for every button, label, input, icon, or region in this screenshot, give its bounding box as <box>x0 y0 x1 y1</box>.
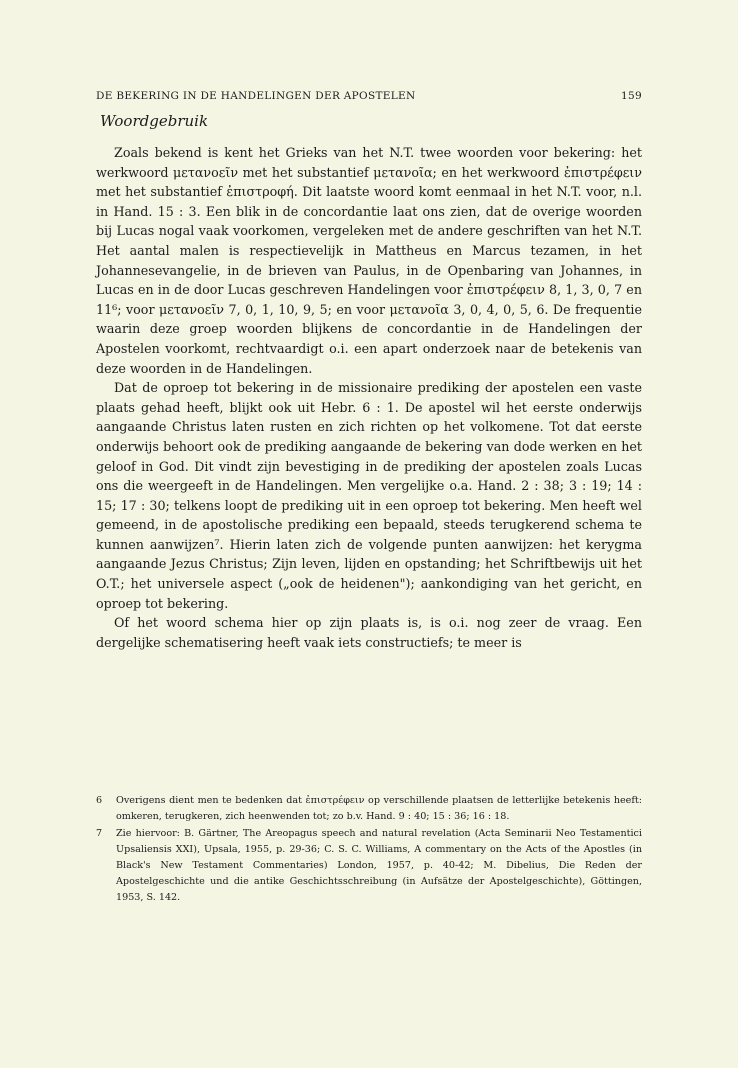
footnotes <box>96 793 642 907</box>
footnote <box>96 793 642 825</box>
footnote-number: 7 <box>96 828 103 839</box>
footnote-text: Zie hiervoor: B. Gärtner, The Areopagus speech and natural revelation (Acta Seminarii Neo Testamentici Upsaliensis XXI), Upsala, 1955, p. 29-36; C. S. C. Williams, A commentary on the Acts of the Apostles (in Black's New Testament Commentaries) London, 1957, p. 40-42; M. Dibelius, Die Reden der Apostelgeschichte und die antike Geschichtsschreibung (in Aufsätze der Apostelgeschichte), Göttingen, 1953, S. 142. <box>116 828 642 903</box>
section-title: Woordgebruik <box>100 112 209 130</box>
running-title: DE BEKERING IN DE HANDELINGEN DER APOSTELEN <box>96 90 416 102</box>
running-head <box>96 90 642 102</box>
footnote <box>96 826 642 906</box>
paragraph: Dat de oproep tot bekering in de missionaire prediking der apostelen een vaste plaats gehad heeft, blijkt ook uit Hebr. 6 : 1. De apostel wil het eerste onderwijs aangaande Christus laten rusten en zich richten op het volkomene. Tot dat eerste onderwijs behoort ook de prediking aangaande de bekering van dode werken en het geloof in God. Dit vindt zijn bevestiging in de prediking der apostelen zoals Lucas ons die weergeeft in de Handelingen. Men vergelijke o.a. Hand. 2 : 38; 3 : 19; 14 : 15; 17 : 30; telkens loopt de prediking uit in een oproep tot bekering. Men heeft wel gemeend, in de apostolische prediking een bepaald, steeds terugkerend schema te kunnen aanwijzen⁷. Hierin laten zich de volgende punten aanwijzen: het kerygma aangaande Jezus Christus; Zijn leven, lijden en opstanding; het Schriftbewijs uit het O.T.; het universele aspect („ook de heidenen"); aankondiging van het gericht, en oproep tot bekering. <box>96 380 642 611</box>
paragraph: Zoals bekend is kent het Grieks van het N.T. twee woorden voor bekering: het werkwoord μετανοεῖν met het substantief μετανοῖα; en het werkwoord ἐπιστρέφειν met het substantief ἐπιστροφή. Dit laatste woord komt eenmaal in het N.T. voor, n.l. in Hand. 15 : 3. Een blik in de concordantie laat ons zien, dat de overige woorden bij Lucas nogal vaak voorkomen, vergeleken met de andere geschriften van het N.T. Het aantal malen is respectievelijk in Mattheus en Marcus tezamen, in het Johannesevangelie, in de brieven van Paulus, in de Openbaring van Johannes, in Lucas en in de door Lucas geschreven Handelingen voor ἐπιστρέφειν 8, 1, 3, 0, 7 en 11⁶; voor μετανοεῖν 7, 0, 1, 10, 9, 5; en voor μετανοῖα 3, 0, 4, 0, 5, 6. De frequentie waarin deze groep woorden blijkens de concordantie in de Handelingen der Apostelen voorkomt, rechtvaardigt o.i. een apart onderzoek naar de betekenis van deze woorden in de Handelingen. <box>96 145 642 376</box>
paragraph: Of het woord schema hier op zijn plaats is, is o.i. nog zeer de vraag. Een dergelijke schematisering heeft vaak iets constructiefs; te meer is <box>96 615 642 650</box>
body-text <box>96 143 642 652</box>
footnote-text: Overigens dient men te bedenken dat ἐπιστρέφειν op verschillende plaatsen de letterlijke betekenis heeft: omkeren, terugkeren, zich heenwenden tot; zo b.v. Hand. 9 : 40; 15 : 36; 16 : 18. <box>116 795 642 822</box>
footnote-number: 6 <box>96 795 103 806</box>
page-number: 159 <box>621 90 642 102</box>
